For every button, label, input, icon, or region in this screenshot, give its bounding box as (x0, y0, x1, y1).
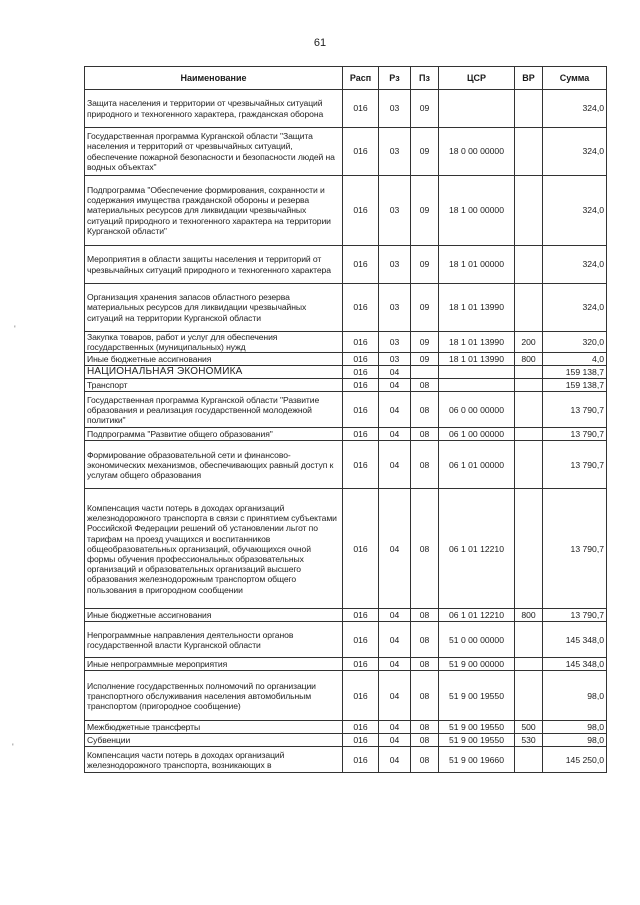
cell-pz: 09 (411, 284, 439, 332)
table-row (85, 246, 607, 284)
cell-sum: 324,0 (543, 90, 607, 128)
cell-rasp: 016 (343, 176, 379, 246)
cell-vr: 200 (515, 332, 543, 353)
margin-mark: ' (14, 324, 16, 334)
table-row (85, 379, 607, 392)
cell-csr: 18 1 01 13990 (439, 353, 515, 366)
cell-sum: 13 790,7 (543, 489, 607, 609)
cell-name: Исполнение государственных полномочий по организации транспортного обслуживания населения автомобильным транспортом (пригородное сообщение) (85, 671, 343, 721)
table-row (85, 721, 607, 734)
cell-vr (515, 284, 543, 332)
cell-sum: 13 790,7 (543, 441, 607, 489)
cell-sum: 145 348,0 (543, 658, 607, 671)
cell-vr (515, 622, 543, 658)
cell-pz: 08 (411, 658, 439, 671)
cell-csr: 06 1 01 12210 (439, 609, 515, 622)
cell-name: Мероприятия в области защиты населения и территорий от чрезвычайных ситуаций природного и техногенного характера (85, 246, 343, 284)
cell-rasp: 016 (343, 622, 379, 658)
cell-sum: 13 790,7 (543, 609, 607, 622)
cell-rasp: 016 (343, 90, 379, 128)
table-row (85, 428, 607, 441)
cell-sum: 13 790,7 (543, 392, 607, 428)
cell-csr: 06 1 01 12210 (439, 489, 515, 609)
table-row (85, 609, 607, 622)
cell-rz: 04 (379, 428, 411, 441)
header-rz: Рз (379, 67, 411, 90)
cell-vr (515, 658, 543, 671)
cell-rz: 03 (379, 128, 411, 176)
cell-sum: 145 250,0 (543, 747, 607, 773)
cell-sum: 145 348,0 (543, 622, 607, 658)
cell-name: Непрограммные направления деятельности органов государственной власти Курганской области (85, 622, 343, 658)
cell-rasp: 016 (343, 332, 379, 353)
cell-name: Иные непрограммные мероприятия (85, 658, 343, 671)
cell-name: Иные бюджетные ассигнования (85, 609, 343, 622)
table-row (85, 392, 607, 428)
cell-csr: 18 0 00 00000 (439, 128, 515, 176)
cell-csr: 51 9 00 00000 (439, 658, 515, 671)
cell-pz (411, 366, 439, 379)
cell-vr (515, 671, 543, 721)
cell-csr: 51 9 00 19550 (439, 734, 515, 747)
cell-rz: 04 (379, 609, 411, 622)
cell-rz: 04 (379, 379, 411, 392)
cell-sum: 324,0 (543, 246, 607, 284)
table-row (85, 747, 607, 773)
cell-rz: 04 (379, 734, 411, 747)
margin-mark: ' (12, 742, 14, 752)
cell-pz: 08 (411, 734, 439, 747)
table-row (85, 353, 607, 366)
cell-vr (515, 379, 543, 392)
cell-pz: 09 (411, 128, 439, 176)
cell-csr (439, 90, 515, 128)
cell-sum: 13 790,7 (543, 428, 607, 441)
cell-sum: 98,0 (543, 671, 607, 721)
header-sum: Сумма (543, 67, 607, 90)
cell-pz: 09 (411, 176, 439, 246)
cell-pz: 08 (411, 622, 439, 658)
cell-vr (515, 489, 543, 609)
cell-csr: 51 9 00 19660 (439, 747, 515, 773)
cell-rz: 04 (379, 441, 411, 489)
cell-name: Подпрограмма "Развитие общего образования" (85, 428, 343, 441)
header-vr: ВР (515, 67, 543, 90)
cell-csr (439, 366, 515, 379)
cell-rasp: 016 (343, 609, 379, 622)
cell-sum: 98,0 (543, 721, 607, 734)
cell-rasp: 016 (343, 747, 379, 773)
cell-rasp: 016 (343, 658, 379, 671)
cell-vr (515, 176, 543, 246)
table-row (85, 90, 607, 128)
cell-name: Иные бюджетные ассигнования (85, 353, 343, 366)
cell-sum: 159 138,7 (543, 379, 607, 392)
cell-rasp: 016 (343, 489, 379, 609)
table-row (85, 658, 607, 671)
cell-pz: 08 (411, 379, 439, 392)
cell-vr (515, 128, 543, 176)
cell-name: Защита населения и территории от чрезвычайных ситуаций природного и техногенного характера, гражданская оборона (85, 90, 343, 128)
cell-name: Формирование образовательной сети и финансово-экономических механизмов, обеспечивающих равный доступ к услугам общего образования (85, 441, 343, 489)
cell-vr (515, 246, 543, 284)
cell-name: Государственная программа Курганской области "Защита населения и территорий от чрезвычайных ситуаций, обеспечение пожарной безопасности и безопасности людей на водных объектах" (85, 128, 343, 176)
cell-csr: 51 9 00 19550 (439, 671, 515, 721)
cell-rz: 03 (379, 176, 411, 246)
cell-name: Компенсация части потерь в доходах организаций железнодорожного транспорта, возникающих в (85, 747, 343, 773)
cell-name: Закупка товаров, работ и услуг для обеспечения государственных (муниципальных) нужд (85, 332, 343, 353)
cell-rasp: 016 (343, 671, 379, 721)
cell-vr (515, 428, 543, 441)
cell-pz: 08 (411, 747, 439, 773)
table-row (85, 332, 607, 353)
cell-rz: 04 (379, 671, 411, 721)
cell-vr (515, 441, 543, 489)
cell-csr: 51 0 00 00000 (439, 622, 515, 658)
cell-pz: 09 (411, 246, 439, 284)
cell-csr: 06 1 00 00000 (439, 428, 515, 441)
cell-rz: 03 (379, 332, 411, 353)
cell-rasp: 016 (343, 379, 379, 392)
cell-csr: 51 9 00 19550 (439, 721, 515, 734)
cell-rasp: 016 (343, 353, 379, 366)
cell-rasp: 016 (343, 128, 379, 176)
cell-vr (515, 90, 543, 128)
cell-csr (439, 379, 515, 392)
cell-rz: 03 (379, 353, 411, 366)
table-row (85, 441, 607, 489)
table-row (85, 176, 607, 246)
cell-rasp: 016 (343, 284, 379, 332)
cell-rz: 04 (379, 489, 411, 609)
header-rasp: Расп (343, 67, 379, 90)
cell-pz: 08 (411, 441, 439, 489)
cell-name: Транспорт (85, 379, 343, 392)
cell-rz: 04 (379, 392, 411, 428)
cell-name: Государственная программа Курганской области "Развитие образования и реализация государственной молодежной политики" (85, 392, 343, 428)
cell-csr: 18 1 01 13990 (439, 284, 515, 332)
cell-vr: 500 (515, 721, 543, 734)
cell-pz: 08 (411, 671, 439, 721)
budget-table (84, 66, 607, 773)
cell-rz: 03 (379, 246, 411, 284)
cell-rasp: 016 (343, 721, 379, 734)
cell-pz: 09 (411, 353, 439, 366)
header-name: Наименование (85, 67, 343, 90)
cell-pz: 09 (411, 90, 439, 128)
table-row (85, 734, 607, 747)
cell-rz: 04 (379, 721, 411, 734)
cell-name: НАЦИОНАЛЬНАЯ ЭКОНОМИКА (85, 366, 343, 379)
cell-vr (515, 366, 543, 379)
cell-rz: 03 (379, 90, 411, 128)
cell-sum: 324,0 (543, 176, 607, 246)
cell-sum: 320,0 (543, 332, 607, 353)
cell-name: Субвенции (85, 734, 343, 747)
cell-rz: 04 (379, 658, 411, 671)
cell-vr (515, 747, 543, 773)
cell-pz: 08 (411, 428, 439, 441)
cell-sum: 324,0 (543, 284, 607, 332)
table-row (85, 284, 607, 332)
cell-sum: 159 138,7 (543, 366, 607, 379)
table-row (85, 128, 607, 176)
table-row (85, 489, 607, 609)
cell-pz: 09 (411, 332, 439, 353)
cell-rasp: 016 (343, 734, 379, 747)
cell-pz: 08 (411, 609, 439, 622)
cell-vr: 800 (515, 353, 543, 366)
cell-rasp: 016 (343, 428, 379, 441)
cell-name: Компенсация части потерь в доходах организаций железнодорожного транспорта в связи с принятием субъектами Российской Федерации решений об установлении льгот по тарифам на проезд учащихся и воспитанников общеобразовательных организаций, обучающихся очной формы обучения профессиональных образовательных организаций и образовательных организаций высшего образования железнодорожным транспортом общего пользования в пригородном сообщении (85, 489, 343, 609)
cell-csr: 18 1 01 13990 (439, 332, 515, 353)
cell-csr: 18 1 00 00000 (439, 176, 515, 246)
header-csr: ЦСР (439, 67, 515, 90)
cell-name: Организация хранения запасов областного резерва материальных ресурсов для ликвидации чрезвычайных ситуаций на территории Курганской области (85, 284, 343, 332)
table-row (85, 622, 607, 658)
cell-pz: 08 (411, 721, 439, 734)
cell-rz: 04 (379, 366, 411, 379)
cell-rasp: 016 (343, 366, 379, 379)
cell-rasp: 016 (343, 246, 379, 284)
cell-vr (515, 392, 543, 428)
cell-pz: 08 (411, 489, 439, 609)
cell-sum: 4,0 (543, 353, 607, 366)
cell-rasp: 016 (343, 392, 379, 428)
cell-rz: 04 (379, 747, 411, 773)
cell-vr: 800 (515, 609, 543, 622)
cell-csr: 06 0 00 00000 (439, 392, 515, 428)
cell-csr: 18 1 01 00000 (439, 246, 515, 284)
cell-sum: 324,0 (543, 128, 607, 176)
page-number: 61 (313, 37, 327, 49)
cell-pz: 08 (411, 392, 439, 428)
header-pz: Пз (411, 67, 439, 90)
cell-rasp: 016 (343, 441, 379, 489)
table-row (85, 366, 607, 379)
table-row (85, 671, 607, 721)
cell-csr: 06 1 01 00000 (439, 441, 515, 489)
cell-rz: 03 (379, 284, 411, 332)
cell-vr: 530 (515, 734, 543, 747)
cell-name: Подпрограмма "Обеспечение формирования, сохранности и содержания имущества гражданской обороны и резерва материальных ресурсов для ликвидации чрезвычайных ситуаций природного и техногенного характера на территории Курганской области" (85, 176, 343, 246)
table-header-row (85, 67, 607, 90)
cell-sum: 98,0 (543, 734, 607, 747)
cell-name: Межбюджетные трансферты (85, 721, 343, 734)
cell-rz: 04 (379, 622, 411, 658)
